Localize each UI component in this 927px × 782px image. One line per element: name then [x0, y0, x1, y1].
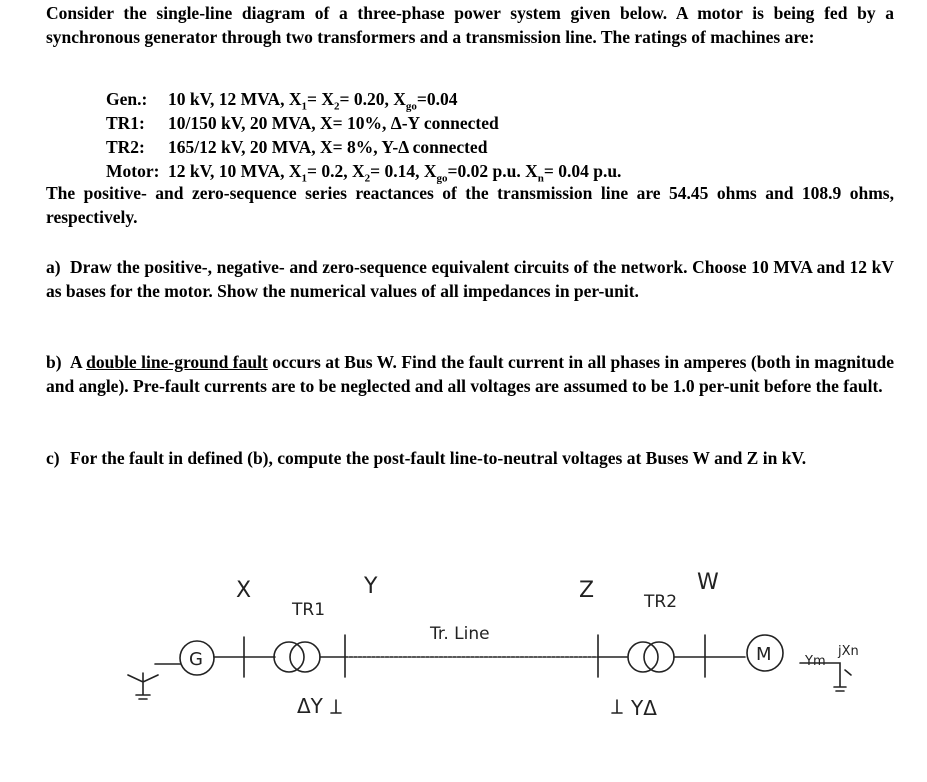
underlined-term: double line-ground fault	[86, 352, 268, 372]
rating-motor: Motor: 12 kV, 10 MVA, $X_1= 0.2$, $X_2= 0.14$, $X_{go}=0.02$ p.u. $X_n= 0.04$ p.u.	[106, 161, 622, 185]
tr2-label: TR2	[644, 592, 678, 612]
gen-ground-symbol	[128, 673, 158, 699]
rating-tr1: TR1: 10/150 kV, 20 MVA, X= 10%, Δ-Y connected	[106, 113, 499, 133]
rating-tr2: TR2: 165/12 kV, 20 MVA, X= 8%, Y-Δ connected	[106, 137, 488, 157]
bus-w-label: W	[697, 570, 719, 595]
tr1-connection-label: ΔY	[297, 694, 323, 718]
motor-label: M	[756, 644, 772, 665]
tr2-coil-left	[628, 642, 658, 672]
tr-line-label: Tr. Line	[430, 624, 490, 644]
intro-paragraph: Consider the single-line diagram of a three-phase power system given below. A motor is being fed by a synchronous generator through two transformers and a transmission line. The ratings of machines are:	[46, 3, 894, 47]
single-line-diagram	[0, 555, 927, 775]
bus-z-label: Z	[579, 578, 595, 603]
tr1-label: TR1	[292, 600, 326, 620]
tr1-coil-left	[274, 642, 304, 672]
ym-label: Ym	[805, 654, 826, 669]
tr2-coil-right	[644, 642, 674, 672]
question-c: c) For the fault in defined (b), compute the post-fault line-to-neutral voltages at Buses W and Z in kV.	[46, 448, 807, 468]
bus-x-label: X	[236, 578, 252, 603]
bus-y-label: Y	[364, 574, 378, 599]
jxn-label: jXn	[838, 644, 859, 659]
tr1-coil-right	[290, 642, 320, 672]
gen-label: G	[189, 649, 203, 670]
question-b: b) A double line-ground fault occurs at Bus W. Find the fault current in all phases in amperes (both in magnitude and angle). Pre-fault currents are to be neglected and all voltages are assumed to be 1.0 per-unit before the fault.	[46, 352, 894, 396]
rating-gen: Gen.: 10 kV, 12 MVA, $X_1= X_2= 0.20$, $X_{go}=0.04$	[106, 89, 458, 113]
line-reactance-paragraph: The positive- and zero-sequence series reactances of the transmission line are 54.45 ohms and 108.9 ohms, respectively.	[46, 183, 894, 227]
ratings-list	[106, 87, 621, 183]
question-a: a) Draw the positive-, negative- and zero-sequence equivalent circuits of the network. Choose 10 MVA and 12 kV as bases for the motor. Show the numerical values of all impedances in per-unit.	[46, 257, 894, 301]
tr2-connection-label: YΔ	[631, 696, 657, 720]
